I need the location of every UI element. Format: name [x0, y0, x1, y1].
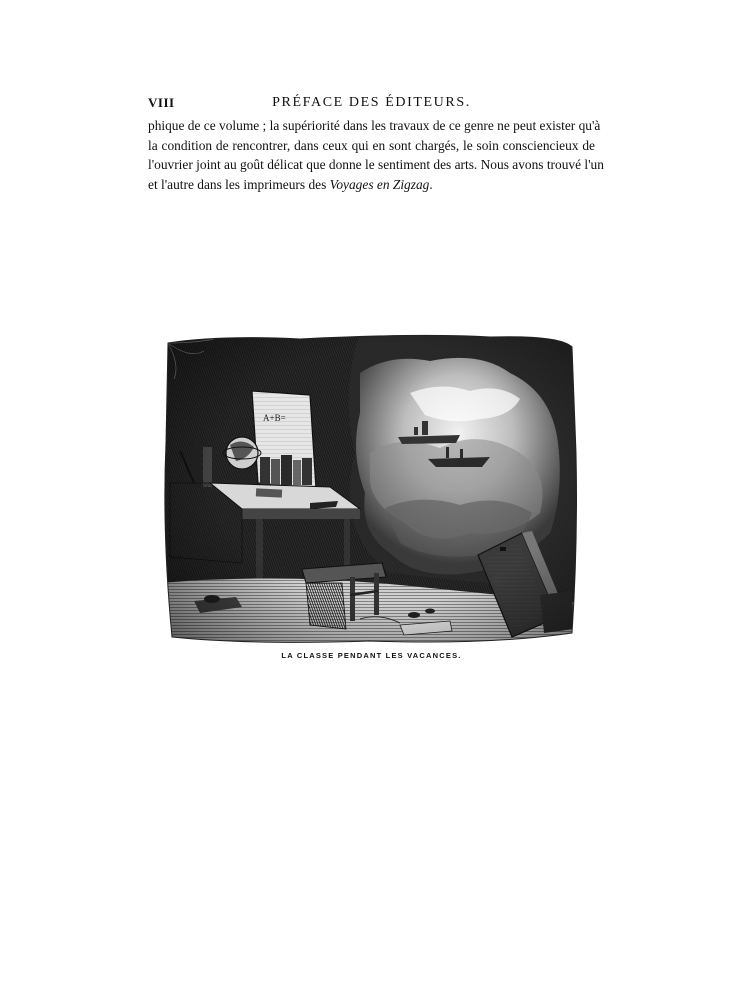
body-text-segment: . [429, 176, 433, 192]
running-title: PRÉFACE DES ÉDITEURS. [272, 95, 471, 110]
body-line: l'ouvrier joint au goût délicat que donne le sentiment des arts. Nous avons trouvé l'un [148, 157, 604, 172]
body-text-segment: et l'autre dans les imprimeurs des [148, 176, 330, 192]
page-number: VIII [148, 95, 175, 110]
body-line: la condition de rencontrer, dans ceux qui en sont chargés, le soin consciencieux de [148, 137, 595, 153]
illustration-caption: LA CLASSE PENDANT LES VACANCES. [281, 651, 462, 660]
book-title-italic: Voyages en Zigzag [329, 176, 430, 192]
body-line-last [148, 175, 595, 195]
body-paragraph [148, 116, 604, 194]
engraving-illustration [160, 333, 580, 647]
body-line: phique de ce volume ; la supériorité dans les travaux de ce genre ne peut exister qu'à [148, 118, 601, 133]
running-head [148, 95, 595, 115]
